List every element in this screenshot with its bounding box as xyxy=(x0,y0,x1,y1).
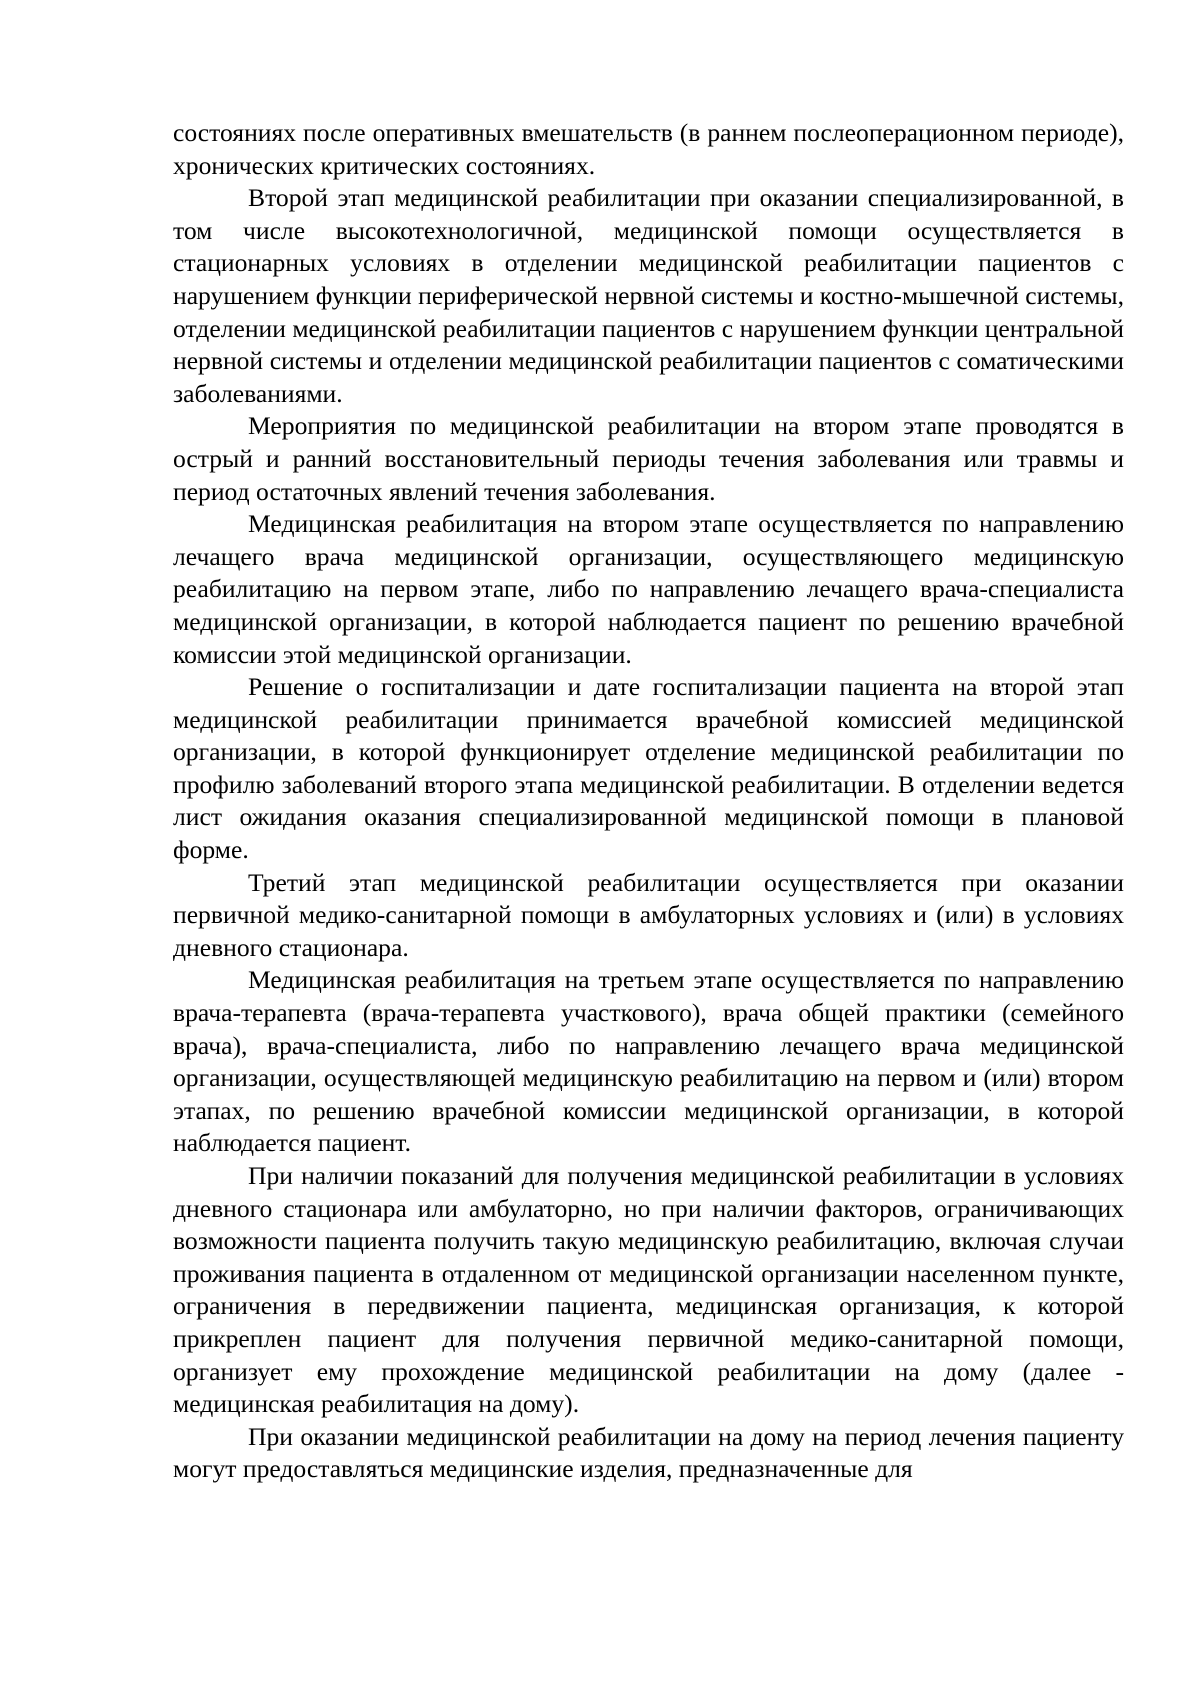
paragraph-second-stage-referral: Медицинская реабилитация на втором этапе осуществляется по направлению лечащего врача медицинской организации, осуществляющего медицинскую реабилитацию на первом этапе, либо по направлению лечащего врача-специалиста медицинской организации, в которой наблюдается пациент по решению врачебной комиссии этой медицинской организации. xyxy=(173,509,1124,669)
paragraph-second-stage-measures: Мероприятия по медицинской реабилитации на втором этапе проводятся в острый и ранний восстановительный периоды течения заболевания или травмы и период остаточных явлений течения заболевания. xyxy=(173,411,1124,506)
paragraph-second-stage: Второй этап медицинской реабилитации при оказании специализированной, в том числе высокотехнологичной, медицинской помощи осуществляется в стационарных условиях в отделении медицинской реабилитации пациентов с нарушением функции периферической нервной системы и костно-мышечной системы, отделении медицинской реабилитации пациентов с нарушением функции центральной нервной системы и отделении медицинской реабилитации пациентов с соматическими заболеваниями. xyxy=(173,183,1124,408)
paragraph-third-stage-referral: Медицинская реабилитация на третьем этапе осуществляется по направлению врача-терапевта (врача-терапевта участкового), врача общей практики (семейного врача), врача-специалиста, либо по направлению лечащего врача медицинской организации, осуществляющей медицинскую реабилитацию на первом и (или) втором этапах, по решению врачебной комиссии медицинской организации, в которой наблюдается пациент. xyxy=(173,965,1124,1158)
paragraph-hospitalization-decision: Решение о госпитализации и дате госпитализации пациента на второй этап медицинской реабилитации принимается врачебной комиссией медицинской организации, в которой функционирует отделение медицинской реабилитации по профилю заболеваний второго этапа медицинской реабилитации. В отделении ведется лист ожидания оказания специализированной медицинской помощи в плановой форме. xyxy=(173,672,1124,865)
paragraph-home-rehabilitation: При наличии показаний для получения медицинской реабилитации в условиях дневного стационара или амбулаторно, но при наличии факторов, ограничивающих возможности пациента получить такую медицинскую реабилитацию, включая случаи проживания пациента в отдаленном от медицинской организации населенном пункте, ограничения в передвижении пациента, медицинская организация, к которой прикреплен пациент для получения первичной медико-санитарной помощи, организует ему прохождение медицинской реабилитации на дому (далее - медицинская реабилитация на дому). xyxy=(173,1161,1124,1419)
paragraph-home-devices: При оказании медицинской реабилитации на дому на период лечения пациенту могут предоставляться медицинские изделия, предназначенные для xyxy=(173,1421,1124,1484)
paragraph-continuation: состояниях после оперативных вмешательств (в раннем послеоперационном периоде), хронических критических состояниях. xyxy=(173,118,1124,180)
paragraph-third-stage: Третий этап медицинской реабилитации осуществляется при оказании первичной медико-санитарной помощи в амбулаторных условиях и (или) в условиях дневного стационара. xyxy=(173,867,1124,962)
document-body xyxy=(173,117,1124,1486)
